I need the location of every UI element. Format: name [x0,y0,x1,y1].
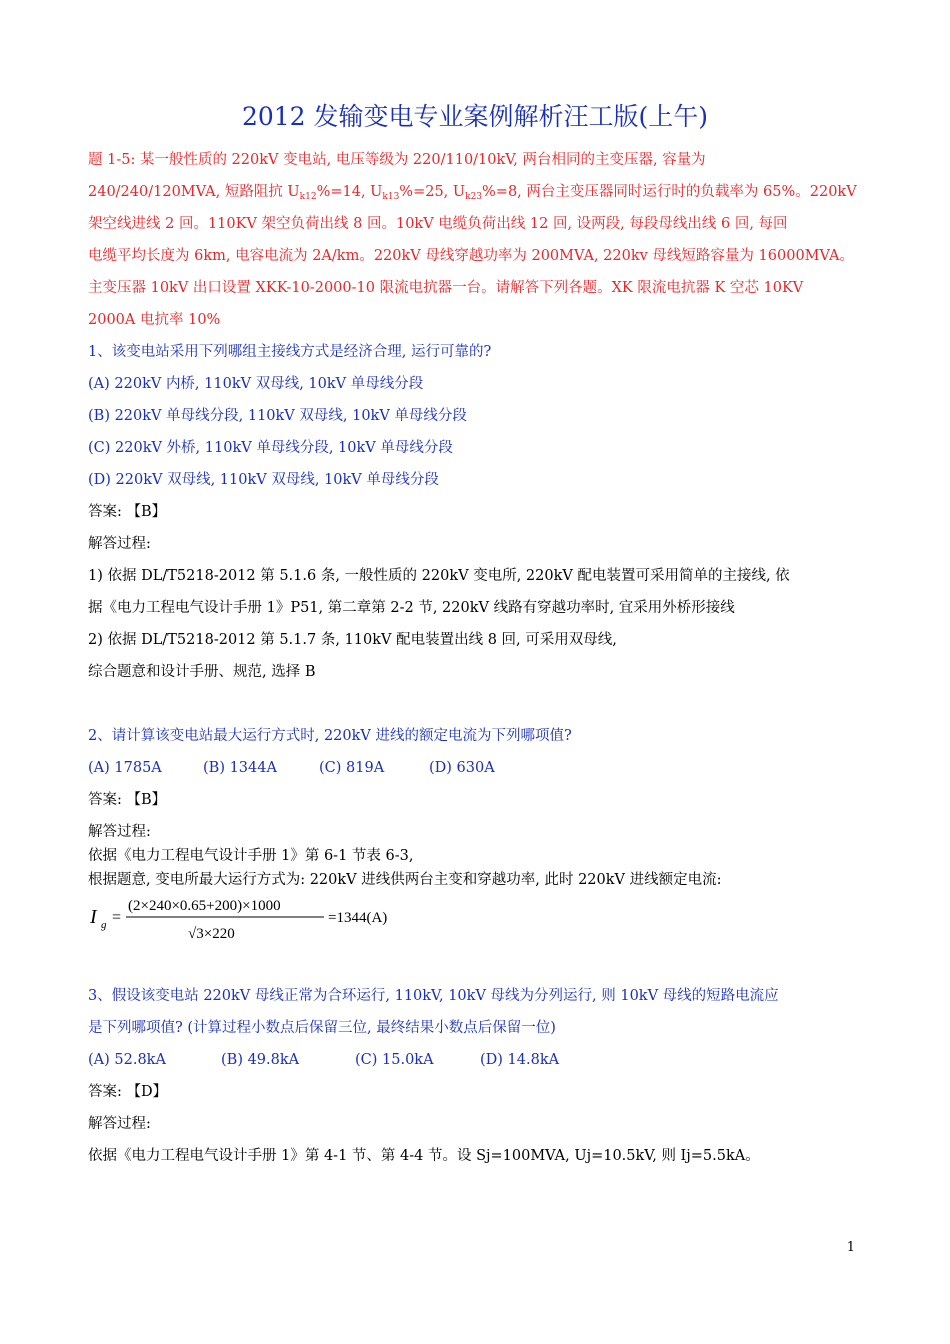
formula-numerator: (2×240×0.65+200)×1000 [128,898,281,914]
q3-option-c: (C) 15.0kA [355,1052,434,1068]
formula-equals: = [112,909,122,926]
q3-option-b: (B) 49.8kA [221,1052,300,1068]
q1-question: 1、该变电站采用下列哪组主接线方式是经济合理, 运行可靠的? [88,344,492,360]
q3-options [88,1050,559,1070]
subscript: k23 [465,192,483,202]
q2-option-c: (C) 819A [319,760,385,776]
formula-denominator: √3×220 [188,926,235,942]
formula-lhs: I [90,906,97,928]
intro-line-5: 主变压器 10kV 出口设置 XKK-10-2000-10 限流电抗器一台。请解答下列各题。XK 限流电抗器 K 空芯 10KV [88,280,804,296]
q2-answer: 答案: 【B】 [88,792,167,808]
q2-process-line: 根据题意, 变电所最大运行方式为: 220kV 进线供两台主变和穿越功率, 此时 220kV 进线额定电流: [88,872,722,888]
intro-text: 240/240/120MVA, 短路阻抗 U [88,184,300,200]
intro-text: %=25, U [399,184,466,200]
q1-process-line: 综合题意和设计手册、规范, 选择 B [88,664,316,680]
q1-process-line: 1) 依据 DL/T5218-2012 第 5.1.6 条, 一般性质的 220kV 变电所, 220kV 配电装置可采用简单的主接线, 依 [88,568,790,584]
q3-process-label: 解答过程: [88,1116,151,1132]
q3-answer: 答案: 【D】 [88,1084,168,1100]
q1-option-c: (C) 220kV 外桥, 110kV 单母线分段, 10kV 单母线分段 [88,440,453,456]
rated-current-formula [88,893,398,943]
q2-options [88,758,495,778]
q2-option-b: (B) 1344A [203,760,277,776]
q2-process-line: 依据《电力工程电气设计手册 1》第 6-1 节表 6-3, [88,848,414,864]
q1-process-line: 2) 依据 DL/T5218-2012 第 5.1.7 条, 110kV 配电装置出线 8 回, 可采用双母线, [88,632,617,648]
q3-option-d: (D) 14.8kA [480,1052,560,1068]
q3-question-line-2: 是下列哪项值? (计算过程小数点后保留三位, 最终结果小数点后保留一位) [88,1020,556,1036]
q1-option-d: (D) 220kV 双母线, 110kV 双母线, 10kV 单母线分段 [88,472,439,488]
q3-process-line: 依据《电力工程电气设计手册 1》第 4-1 节、第 4-4 节。设 Sj=100MVA, Uj=10.5kV, 则 Ij=5.5kA。 [88,1148,760,1164]
q3-option-a: (A) 52.8kA [88,1052,166,1068]
subscript: k13 [382,192,400,202]
intro-line-1: 题 1-5: 某一般性质的 220kV 变电站, 电压等级为 220/110/10kV, 两台相同的主变压器, 容量为 [88,152,706,168]
q2-process-label: 解答过程: [88,824,151,840]
q2-option-a: (A) 1785A [88,760,162,776]
q1-option-a: (A) 220kV 内桥, 110kV 双母线, 10kV 单母线分段 [88,376,424,392]
formula-result: =1344(A) [328,910,388,926]
intro-text: %=14, U [316,184,383,200]
intro-line-2 [88,182,857,207]
q1-option-b: (B) 220kV 单母线分段, 110kV 双母线, 10kV 单母线分段 [88,408,467,424]
intro-line-3: 架空线进线 2 回。110KV 架空负荷出线 8 回。10kV 电缆负荷出线 12 回, 设两段, 每段母线出线 6 回, 每回 [88,216,788,232]
q1-process-label: 解答过程: [88,536,151,552]
q1-answer: 答案: 【B】 [88,504,167,520]
q2-option-d: (D) 630A [429,760,495,776]
q1-process-line: 据《电力工程电气设计手册 1》P51, 第二章第 2-2 节, 220kV 线路有穿越功率时, 宜采用外桥形接线 [88,600,735,616]
intro-line-4: 电缆平均长度为 6km, 电容电流为 2A/km。220kV 母线穿越功率为 200MVA, 220kv 母线短路容量为 16000MVA。 [88,248,854,264]
q2-question: 2、请计算该变电站最大运行方式时, 220kV 进线的额定电流为下列哪项值? [88,728,572,744]
subscript: k12 [299,192,317,202]
page-number: 1 [846,1240,855,1255]
intro-text: %=8, 两台主变压器同时运行时的负载率为 65%。220kV [482,184,857,200]
q3-question-line-1: 3、假设该变电站 220kV 母线正常为合环运行, 110kV, 10kV 母线为分列运行, 则 10kV 母线的短路电流应 [88,988,779,1004]
formula-lhs-subscript: g [101,919,107,931]
intro-line-6: 2000A 电抗率 10% [88,312,221,328]
document-title: 2012 发输变电专业案例解析汪工版(上午) [241,102,709,131]
